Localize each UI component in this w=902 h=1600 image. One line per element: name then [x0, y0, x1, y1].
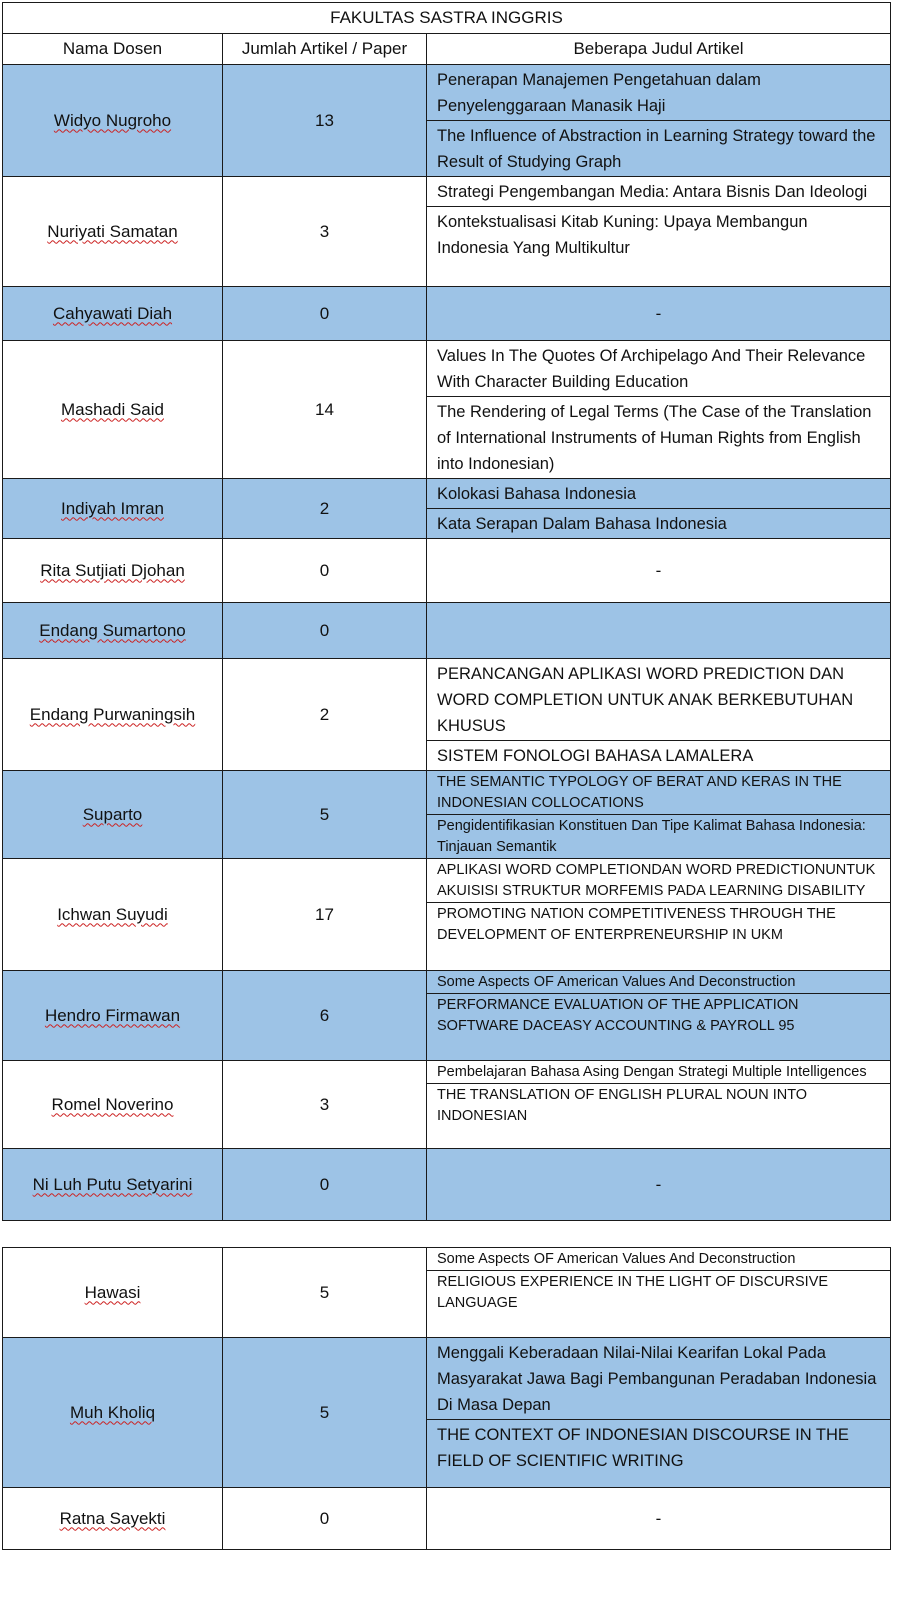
article-count: 14: [223, 341, 427, 479]
article-title: Pengidentifikasian Konstituen Dan Tipe Kalimat Bahasa Indonesia: Tinjauan Semantik: [427, 814, 890, 858]
article-title: THE SEMANTIC TYPOLOGY OF BERAT AND KERAS IN THE INDONESIAN COLLOCATIONS: [437, 774, 842, 811]
article-count: 3: [223, 1061, 427, 1149]
article-title: Kolokasi Bahasa Indonesia: [437, 485, 637, 503]
lecturer-name-text: Ichwan Suyudi: [57, 904, 168, 924]
article-titles: [427, 341, 891, 479]
article-count: 0: [223, 287, 427, 341]
lecturer-name: [3, 1488, 223, 1550]
header-count: Jumlah Artikel / Paper: [223, 34, 427, 65]
lecturer-name: [3, 1338, 223, 1488]
table-row: [3, 177, 891, 287]
lecturer-name-text: Nuriyati Samatan: [47, 221, 178, 241]
lecturer-name-text: Hawasi: [84, 1282, 141, 1302]
lecturer-name: [3, 859, 223, 971]
article-title: PERFORMANCE EVALUATION OF THE APPLICATION SOFTWARE DACEASY ACCOUNTING & PAYROLL 95: [427, 993, 890, 1037]
lecturer-name-text: Indiyah Imran: [61, 498, 164, 518]
article-title: Some Aspects OF American Values And Deconstruction: [437, 1251, 796, 1267]
article-title: Menggali Keberadaan Nilai-Nilai Kearifan Lokal Pada Masyarakat Jawa Bagi Pembangunan Peradaban Indonesia Di Masa Depan: [437, 1344, 877, 1414]
article-titles: [427, 479, 891, 539]
lecturer-name: [3, 1061, 223, 1149]
article-title: RELIGIOUS EXPERIENCE IN THE LIGHT OF DISCURSIVE LANGUAGE: [427, 1270, 890, 1314]
article-title: PERANCANGAN APLIKASI WORD PREDICTION DAN WORD COMPLETION UNTUK ANAK BERKEBUTUHAN KHUSUS: [437, 665, 854, 735]
header-name: Nama Dosen: [3, 34, 223, 65]
article-count: 17: [223, 859, 427, 971]
article-title: PROMOTING NATION COMPETITIVENESS THROUGH THE DEVELOPMENT OF ENTERPRENEURSHIP IN UKM: [427, 902, 890, 946]
article-title: Some Aspects OF American Values And Deconstruction: [437, 974, 796, 990]
lecturer-name: [3, 659, 223, 771]
lecturer-name: [3, 539, 223, 603]
lecturer-name-text: Ni Luh Putu Setyarini: [32, 1174, 193, 1194]
lecturer-name: [3, 65, 223, 177]
article-title: The Rendering of Legal Terms (The Case of the Translation of International Instruments of Human Rights from English into Indonesian): [427, 396, 890, 478]
lecturer-name-text: Mashadi Said: [60, 399, 164, 419]
lecturer-table: [2, 2, 891, 1221]
lecturer-name: [3, 771, 223, 859]
lecturer-name: [3, 1248, 223, 1338]
lecturer-name-text: Ratna Sayekti: [59, 1508, 166, 1528]
article-titles: [427, 1338, 891, 1488]
article-titles: [427, 287, 891, 341]
table-row: [3, 1488, 891, 1550]
article-title: Kata Serapan Dalam Bahasa Indonesia: [427, 508, 890, 538]
lecturer-name-text: Endang Purwaningsih: [29, 704, 196, 724]
article-count: 5: [223, 1248, 427, 1338]
table-row: [3, 971, 891, 1061]
article-count: 6: [223, 971, 427, 1061]
article-count: 5: [223, 771, 427, 859]
article-count: 0: [223, 1149, 427, 1221]
lecturer-name-text: Hendro Firmawan: [44, 1005, 181, 1025]
table-row: [3, 1149, 891, 1221]
lecturer-name-text: Widyo Nugroho: [53, 110, 172, 130]
table-title: FAKULTAS SASTRA INGGRIS: [3, 3, 891, 34]
lecturer-name-text: Romel Noverino: [51, 1094, 174, 1114]
article-count: 2: [223, 659, 427, 771]
article-title: The Influence of Abstraction in Learning Strategy toward the Result of Studying Graph: [427, 120, 890, 176]
lecturer-name-text: Rita Sutjiati Djohan: [40, 560, 185, 580]
article-titles: [427, 1488, 891, 1550]
table-row: [3, 659, 891, 771]
lecturer-name: [3, 479, 223, 539]
table-row: [3, 287, 891, 341]
article-titles: [427, 65, 891, 177]
table-row: [3, 65, 891, 177]
table-row: [3, 539, 891, 603]
article-count: 0: [223, 603, 427, 659]
header-articles: Beberapa Judul Artikel: [427, 34, 891, 65]
article-titles: [427, 1149, 891, 1221]
article-title: Pembelajaran Bahasa Asing Dengan Strategi Multiple Intelligences: [437, 1064, 867, 1080]
lecturer-table-continued: [2, 1247, 891, 1550]
article-count: 0: [223, 539, 427, 603]
table-row: [3, 1248, 891, 1338]
article-titles: [427, 771, 891, 859]
table-row: [3, 603, 891, 659]
table-row: [3, 341, 891, 479]
article-count: 0: [223, 1488, 427, 1550]
table-row: [3, 1338, 891, 1488]
article-title: THE TRANSLATION OF ENGLISH PLURAL NOUN INTO INDONESIAN: [427, 1083, 890, 1127]
article-title: SISTEM FONOLOGI BAHASA LAMALERA: [427, 740, 890, 770]
lecturer-name-text: Suparto: [82, 804, 143, 824]
lecturer-name: [3, 341, 223, 479]
article-titles: [427, 177, 891, 287]
lecturer-name-text: Muh Kholiq: [69, 1402, 156, 1422]
article-count: 3: [223, 177, 427, 287]
article-titles: [427, 1061, 891, 1149]
article-title: Values In The Quotes Of Archipelago And Their Relevance With Character Building Education: [437, 347, 866, 391]
article-title: Penerapan Manajemen Pengetahuan dalam Penyelenggaraan Manasik Haji: [437, 71, 761, 115]
table-row: [3, 479, 891, 539]
table-row: [3, 1061, 891, 1149]
table-row: [3, 859, 891, 971]
no-article-dash: -: [655, 560, 662, 580]
lecturer-name: [3, 1149, 223, 1221]
article-title: Kontekstualisasi Kitab Kuning: Upaya Membangun Indonesia Yang Multikultur: [427, 206, 890, 262]
no-article-dash: -: [655, 303, 662, 323]
article-title: Strategi Pengembangan Media: Antara Bisnis Dan Ideologi: [437, 183, 868, 201]
article-titles: [427, 659, 891, 771]
lecturer-name-text: Cahyawati Diah: [52, 303, 173, 323]
lecturer-name: [3, 177, 223, 287]
article-title: APLIKASI WORD COMPLETIONDAN WORD PREDICTIONUNTUK AKUISISI STRUKTUR MORFEMIS PADA LEARNING DISABILITY: [437, 862, 876, 899]
article-titles: [427, 1248, 891, 1338]
article-titles: [427, 859, 891, 971]
lecturer-name-text: Endang Sumartono: [39, 620, 186, 640]
article-count: 13: [223, 65, 427, 177]
no-article-dash: -: [655, 1508, 662, 1528]
article-title: THE CONTEXT OF INDONESIAN DISCOURSE IN THE FIELD OF SCIENTIFIC WRITING: [427, 1419, 890, 1475]
article-titles: [427, 539, 891, 603]
lecturer-name: [3, 971, 223, 1061]
lecturer-name: [3, 603, 223, 659]
article-titles: [427, 971, 891, 1061]
table-row: [3, 771, 891, 859]
no-article-dash: -: [655, 1174, 662, 1194]
lecturer-name: [3, 287, 223, 341]
article-titles: [427, 603, 891, 659]
article-count: 5: [223, 1338, 427, 1488]
article-count: 2: [223, 479, 427, 539]
